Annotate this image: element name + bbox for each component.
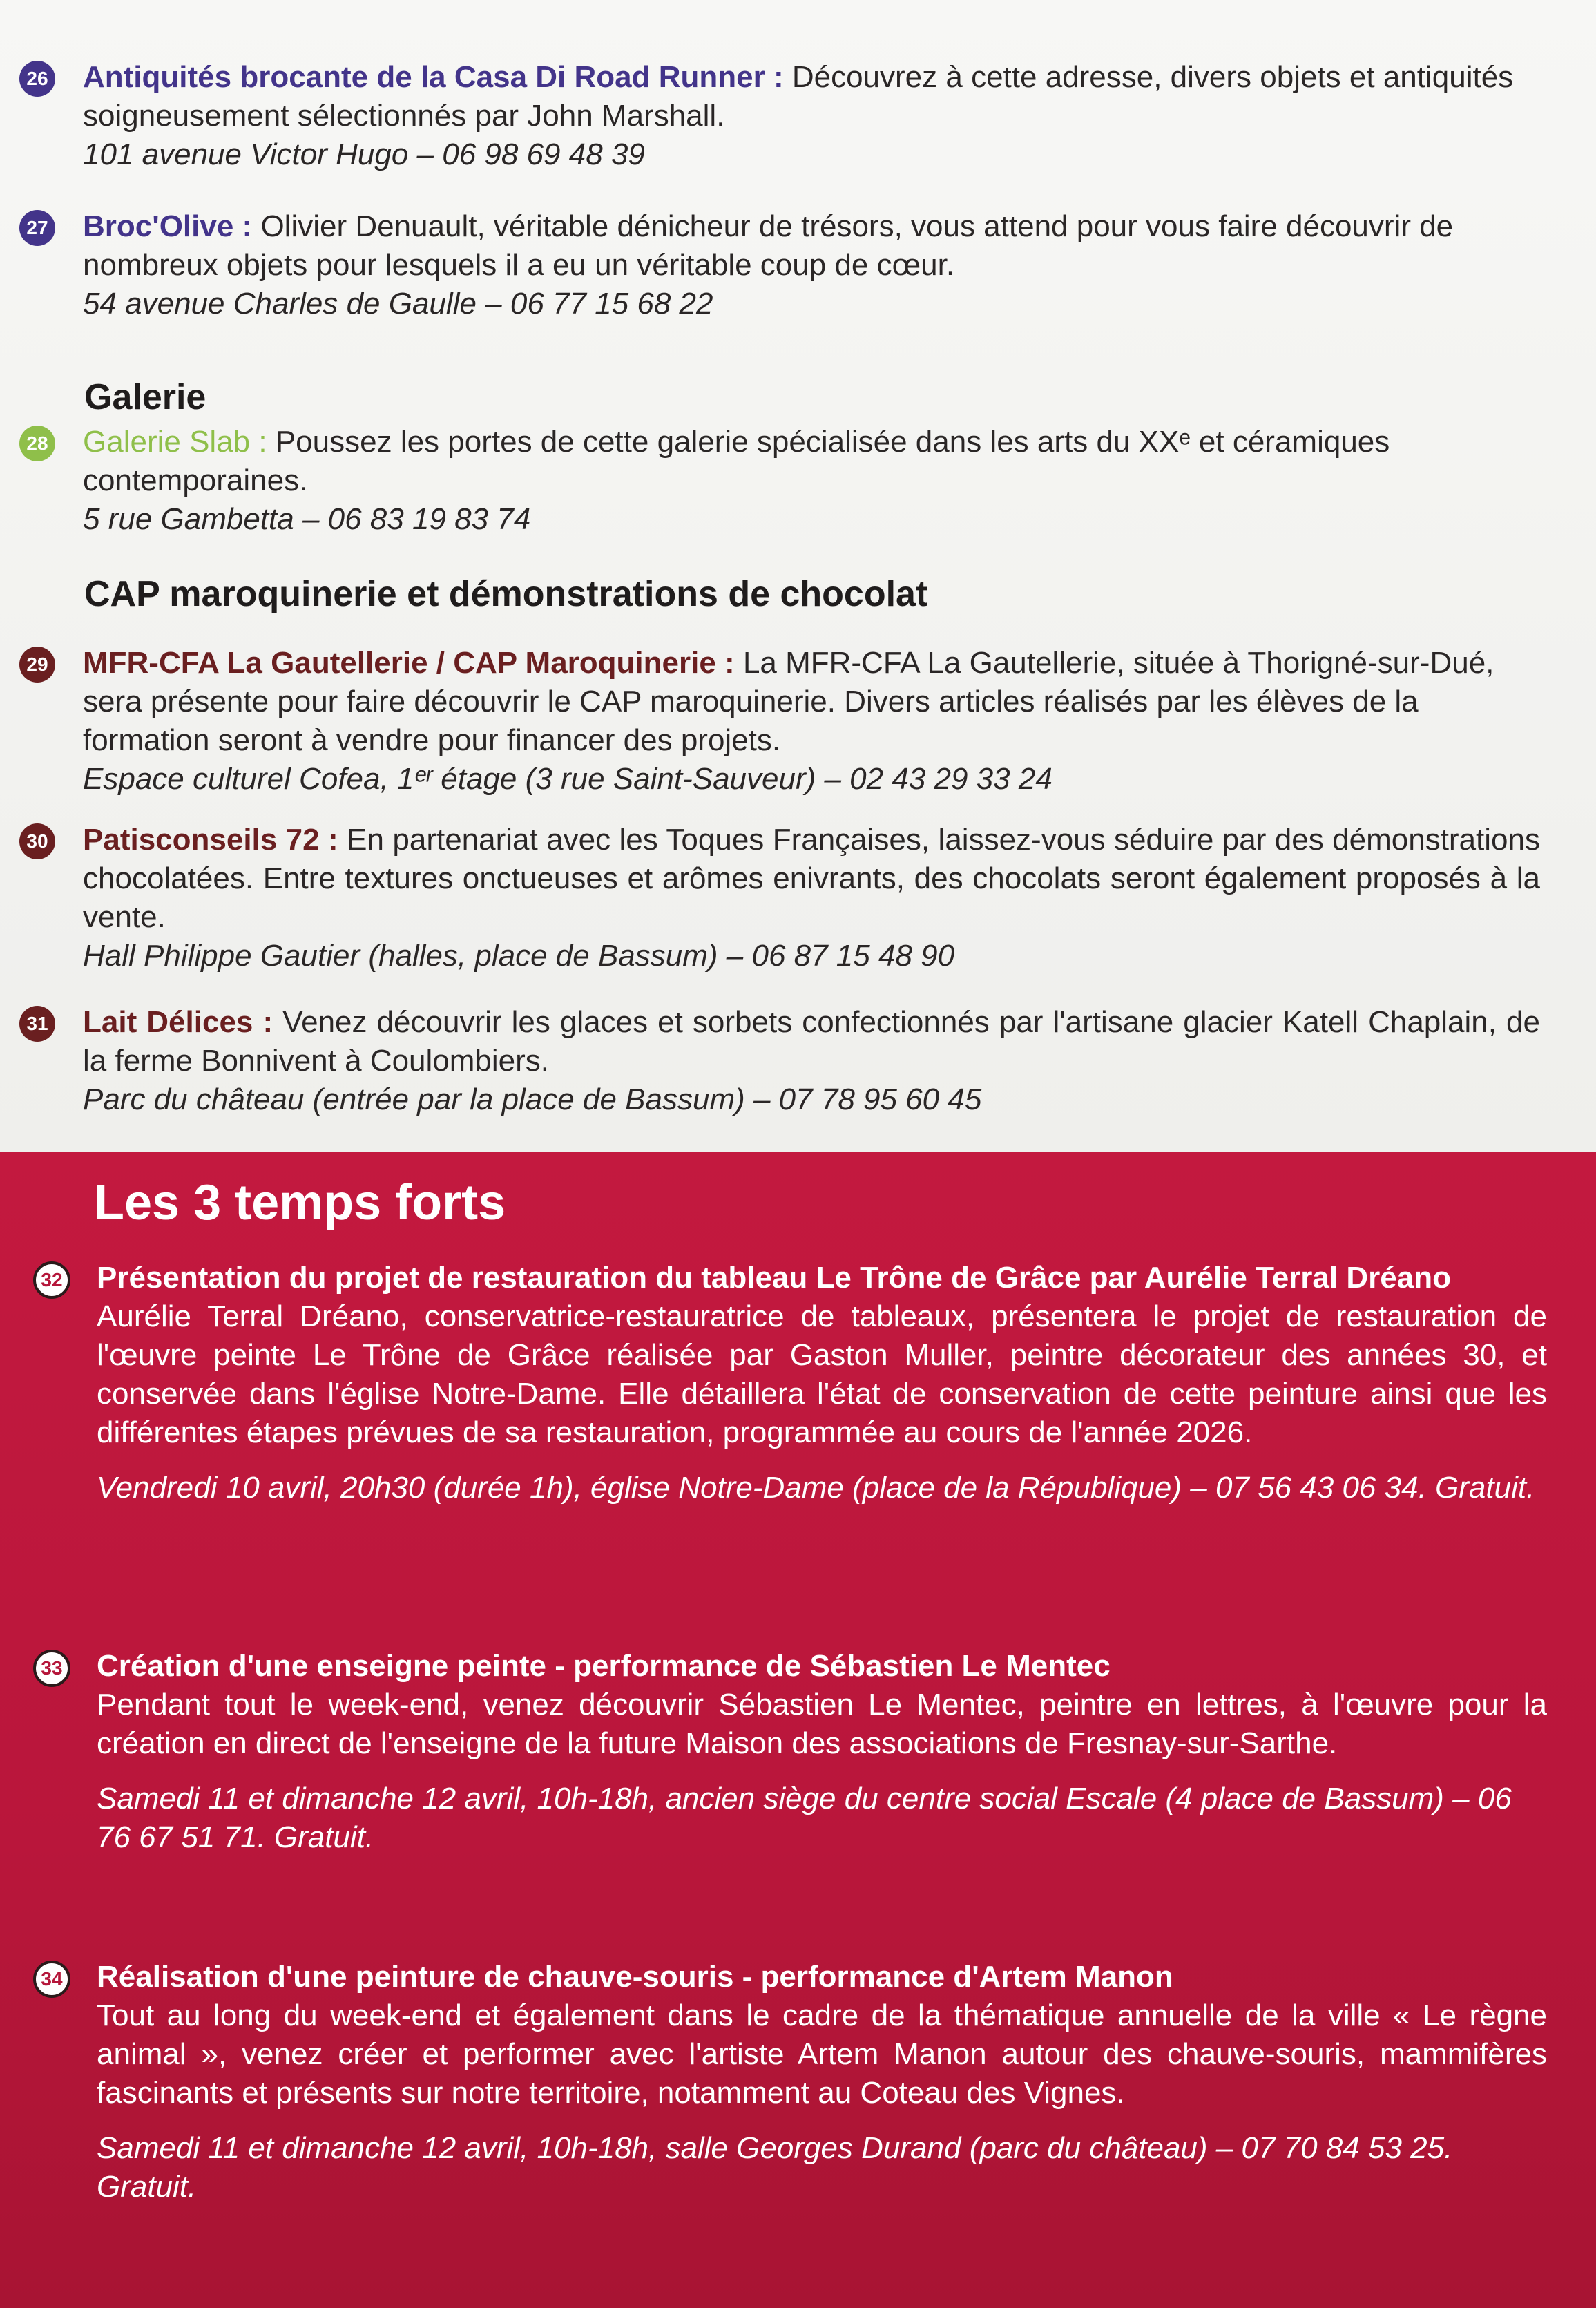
listing-entry-29: 29 MFR-CFA La Gautellerie / CAP Maroquinerie : La MFR-CFA La Gautellerie, située à Thorigné-sur-Dué, sera présente pour faire découvrir le CAP maroquinerie. Divers articles réalisés par les élèves de la formation seront à vendre pour financer des projets. Espace culturel Cofea, 1ᵉʳ étage (3 rue Saint-Sauveur) – 02 43 29 33 24 [83,644,1540,799]
highlight-description: Tout au long du week-end et également dans le cadre de la thématique annuelle de la ville « Le règne animal », venez créer et performer avec l'artiste Artem Manon autour des chauve-souris, mammifères fascinants et présents sur notre territoire, notamment au Coteau des Vignes. [97,1999,1547,2110]
entry-number-badge: 28 [19,426,55,461]
entry-number-badge: 31 [19,1006,55,1042]
temps-forts-title: Les 3 temps forts [94,1175,506,1230]
entry-number-badge: 33 [33,1650,70,1687]
entry-number-badge: 32 [33,1261,70,1299]
entry-number-badge: 34 [33,1961,70,1998]
entry-address: Parc du château (entrée par la place de Bassum) – 07 78 95 60 45 [83,1083,982,1116]
highlight-entry-32 [41,1259,1547,1507]
highlight-description: Aurélie Terral Dréano, conservatrice-restauratrice de tableaux, présentera le projet de restauration de l'œuvre peinte Le Trône de Grâce réalisée par Gaston Muller, peintre décorateur des années 30, et conservée dans l'église Notre-Dame. Elle détaillera l'état de conservation de cette peinture ainsi que les différentes étapes prévues de sa restauration, programmée au cours de l'année 2026. [97,1299,1547,1449]
entry-description: La MFR-CFA La Gautellerie, située à Thorigné-sur-Dué, sera présente pour faire découvrir le CAP maroquinerie. Divers articles réalisés par les élèves de la formation seront à vendre pour financer des projets. [83,646,1494,757]
entry-number-badge: 30 [19,823,55,859]
entry-address: 54 avenue Charles de Gaulle – 06 77 15 68 22 [83,287,713,321]
entry-address: Espace culturel Cofea, 1ᵉʳ étage (3 rue Saint-Sauveur) – 02 43 29 33 24 [83,762,1052,796]
entry-number-badge: 26 [19,61,55,97]
listing-entry-28: 28 Galerie Slab : Poussez les portes de cette galerie spécialisée dans les arts du XXᵉ et céramiques contemporaines. 5 rue Gambetta – 06 83 19 83 74 [83,423,1540,539]
highlight-entry-34 [41,1958,1547,2206]
entry-address: 5 rue Gambetta – 06 83 19 83 74 [83,502,531,536]
entry-name: MFR-CFA La Gautellerie / CAP Maroquinerie [83,646,716,680]
entry-address: 101 avenue Victor Hugo – 06 98 69 48 39 [83,137,645,171]
highlight-title: Création d'une enseigne peinte - performance de Sébastien Le Mentec [97,1649,1111,1683]
highlight-title: Réalisation d'une peinture de chauve-souris - performance d'Artem Manon [97,1960,1173,1994]
entry-name: Broc'Olive [83,209,234,243]
highlight-date: Samedi 11 et dimanche 12 avril, 10h-18h, salle Georges Durand (parc du château) – 07 70 84 53 25. Gratuit. [97,2131,1453,2204]
entry-number-badge: 29 [19,647,55,683]
entry-name: Lait Délices [83,1005,253,1039]
entry-description: En partenariat avec les Toques Françaises, laissez-vous séduire par des démonstrations chocolatées. Entre textures onctueuses et arômes enivrants, des chocolats seront également proposés à la vente. [83,823,1540,934]
highlight-entry-33 [41,1647,1547,1857]
listing-entry-27: 27 Broc'Olive : Olivier Denuault, véritable dénicheur de trésors, vous attend pour vous faire découvrir de nombreux objets pour lesquels il a eu un véritable coup de cœur. 54 avenue Charles de Gaulle – 06 77 15 68 22 [83,207,1540,323]
listing-entry-26: 26 Antiquités brocante de la Casa Di Road Runner : Découvrez à cette adresse, divers objets et antiquités soigneusement sélectionnés par John Marshall. 101 avenue Victor Hugo – 06 98 69 48 39 [83,58,1540,174]
entry-name: Patisconseils 72 [83,823,320,857]
entry-number-badge: 27 [19,210,55,246]
section-heading-cap: CAP maroquinerie et démonstrations de chocolat [84,574,928,614]
highlight-title: Présentation du projet de restauration du tableau Le Trône de Grâce par Aurélie Terral Dréano [97,1261,1451,1295]
highlight-date: Vendredi 10 avril, 20h30 (durée 1h), église Notre-Dame (place de la République) – 07 56 43 06 34. Gratuit. [97,1471,1535,1505]
entry-address: Hall Philippe Gautier (halles, place de Bassum) – 06 87 15 48 90 [83,939,955,973]
entry-description: Poussez les portes de cette galerie spécialisée dans les arts du XXᵉ et céramiques contemporaines. [83,425,1390,497]
entry-name: Antiquités brocante de la Casa Di Road Runner [83,60,765,94]
entry-description: Découvrez à cette adresse, divers objets et antiquités soigneusement sélectionnés par John Marshall. [83,60,1514,133]
entry-description: Olivier Denuault, véritable dénicheur de trésors, vous attend pour vous faire découvrir de nombreux objets pour lesquels il a eu un véritable coup de cœur. [83,209,1454,282]
listing-entry-30: 30 Patisconseils 72 : En partenariat avec les Toques Françaises, laissez-vous séduire par des démonstrations chocolatées. Entre textures onctueuses et arômes enivrants, des chocolats seront également proposés à la vente. Hall Philippe Gautier (halles, place de Bassum) – 06 87 15 48 90 [83,821,1540,975]
listing-entry-31: 31 Lait Délices : Venez découvrir les glaces et sorbets confectionnés par l'artisane glacier Katell Chaplain, de la ferme Bonnivent à Coulombiers. Parc du château (entrée par la place de Bassum) – 07 78 95 60 45 [83,1003,1540,1119]
entry-name: Galerie Slab [83,425,251,459]
entry-description: Venez découvrir les glaces et sorbets confectionnés par l'artisane glacier Katell Chaplain, de la ferme Bonnivent à Coulombiers. [83,1005,1540,1078]
highlight-description: Pendant tout le week-end, venez découvrir Sébastien Le Mentec, peintre en lettres, à l'œuvre pour la création en direct de l'enseigne de la future Maison des associations de Fresnay-sur-Sarthe. [97,1688,1547,1760]
highlight-date: Samedi 11 et dimanche 12 avril, 10h-18h, ancien siège du centre social Escale (4 place de Bassum) – 06 76 67 51 71. Gratuit. [97,1782,1512,1854]
section-heading-galerie: Galerie [84,377,206,417]
